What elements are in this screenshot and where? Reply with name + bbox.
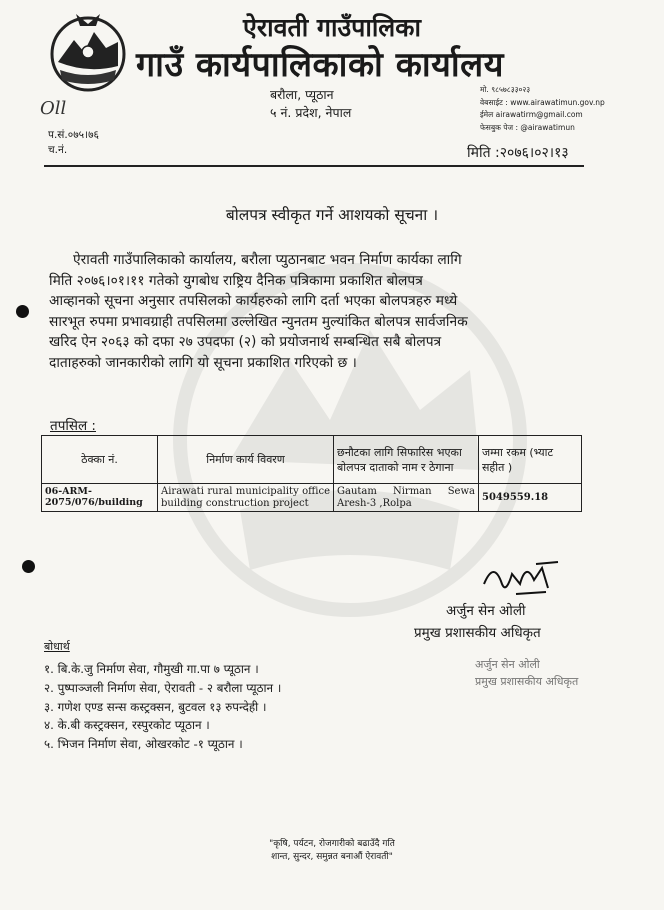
phone: मो. ९८५७८३३०२३ (480, 85, 531, 94)
body-line: दाताहरुको जानकारीको लागि यो सूचना प्रकाशित गरिएको छ । (49, 354, 357, 371)
letter-number: प.सं.०७५।७६ (48, 129, 100, 141)
motto-line-2: शान्त, सुन्दर, समुन्नत बनाऔं ऐरावती" (271, 851, 393, 862)
notice-title: बोलपत्र स्वीकृत गर्ने आशयको सूचना । (225, 206, 439, 224)
bullet-dot (22, 560, 35, 573)
cell-work-description: Airawati rural municipality office building construction project (158, 484, 334, 512)
email: ईमेल airawatirm@gmail.com (480, 110, 583, 119)
facebook: फेसबुक पेज : @airawatimun (480, 122, 575, 132)
website: वेबसाईट : www.airawatimun.gov.np (480, 97, 605, 107)
bullet-dot (16, 305, 29, 318)
address-line-2: ५ नं. प्रदेश, नेपाल (270, 105, 352, 120)
body-line: खरिद ऐन २०६३ को दफा २७ उपदफा (२) को प्रयोजनार्थ सम्बन्धित सबै बोलपत्र (49, 334, 442, 350)
dispatch-number: च.नं. (48, 144, 68, 156)
contact-info (480, 84, 605, 134)
body-line: मिति २०७६।०१।११ गतेको युगबोध राष्ट्रिय दैनिक पत्रिकामा प्रकाशित बोलपत्र (49, 272, 423, 289)
cell-bidder: Gautam Nirman Sewa Aresh-3 ,Rolpa (334, 484, 479, 512)
table-caption: तपसिल : (50, 418, 96, 434)
stamp-title: प्रमुख प्रशासकीय अधिकृत (475, 675, 579, 688)
table-row (42, 484, 582, 512)
list-item: ४. के.बी कस्ट्रक्सन, रस्पुरकोट प्यूठान । (44, 718, 210, 733)
list-item: २. पुष्पाञ्जली निर्माण सेवा, ऐरावती - २ बरौला प्यूठान । (44, 680, 282, 695)
stamp-name: अर्जुन सेन ओली (475, 658, 540, 671)
body-line: सारभूत रुपमा प्रभावग्राही तपसिलमा उल्लेखित न्युनतम मुल्यांकित बोलपत्र सार्वजनिक (49, 313, 468, 330)
cc-title: बोधार्थ (44, 640, 70, 653)
cc-list (44, 660, 281, 754)
official-stamp (475, 656, 578, 690)
list-item: ३. गणेश एण्ड सन्स कस्ट्रक्सन, बुटवल १३ रुपन्देही । (44, 699, 267, 714)
header-contract-no: ठेक्का नं. (42, 436, 158, 484)
office-name: गाउँ कार्यपालिकाको कार्यालय (136, 45, 504, 85)
header-divider (44, 165, 584, 167)
signature (476, 554, 566, 598)
header-bidder: छनौटका लागि सिफारिस भएका बोलपत्र दाताको नाम र ठेगाना (334, 436, 479, 484)
reference-block (48, 128, 99, 158)
cell-contract-no: 06-ARM-2075/076/building (42, 484, 158, 512)
notice-body (49, 250, 585, 373)
list-item: ५. भिजन निर्माण सेवा, ओखरकोट -१ प्यूठान । (44, 737, 243, 752)
bid-table (41, 435, 582, 512)
letter-date: मिति :२०७६।०२।१३ (467, 145, 569, 161)
table-header-row (42, 436, 582, 484)
address-line-1: बरौला, प्यूठान (270, 87, 334, 102)
header-amount: जम्मा रकम (भ्याट सहीत ) (479, 436, 582, 484)
cell-amount: 5049559.18 (479, 484, 582, 512)
body-line: ऐरावती गाउँपालिकाको कार्यालय, बरौला प्युठानबाट भवन निर्माण कार्यका लागि (73, 252, 462, 268)
signatory-name: अर्जुन सेन ओली (446, 603, 526, 619)
motto-line-1: "कृषि, पर्यटन, रोजगारीको बढाउँदै गति (269, 839, 395, 849)
body-line: आव्हानको सूचना अनुसार तपसिलको कार्यहरुको लागि दर्ता भएका बोलपत्रहरु मध्ये (49, 293, 458, 309)
office-address (270, 86, 351, 122)
header-work-description: निर्माण कार्य विवरण (158, 436, 334, 484)
handwritten-mark: Oll (40, 98, 67, 119)
org-name: ऐरावती गाउँपालिका (243, 13, 421, 42)
signatory-title: प्रमुख प्रशासकीय अधिकृत (414, 625, 541, 641)
motto (0, 838, 664, 863)
list-item: १. बि.के.जु निर्माण सेवा, गौमुखी गा.पा ७ प्यूठान । (44, 662, 259, 676)
